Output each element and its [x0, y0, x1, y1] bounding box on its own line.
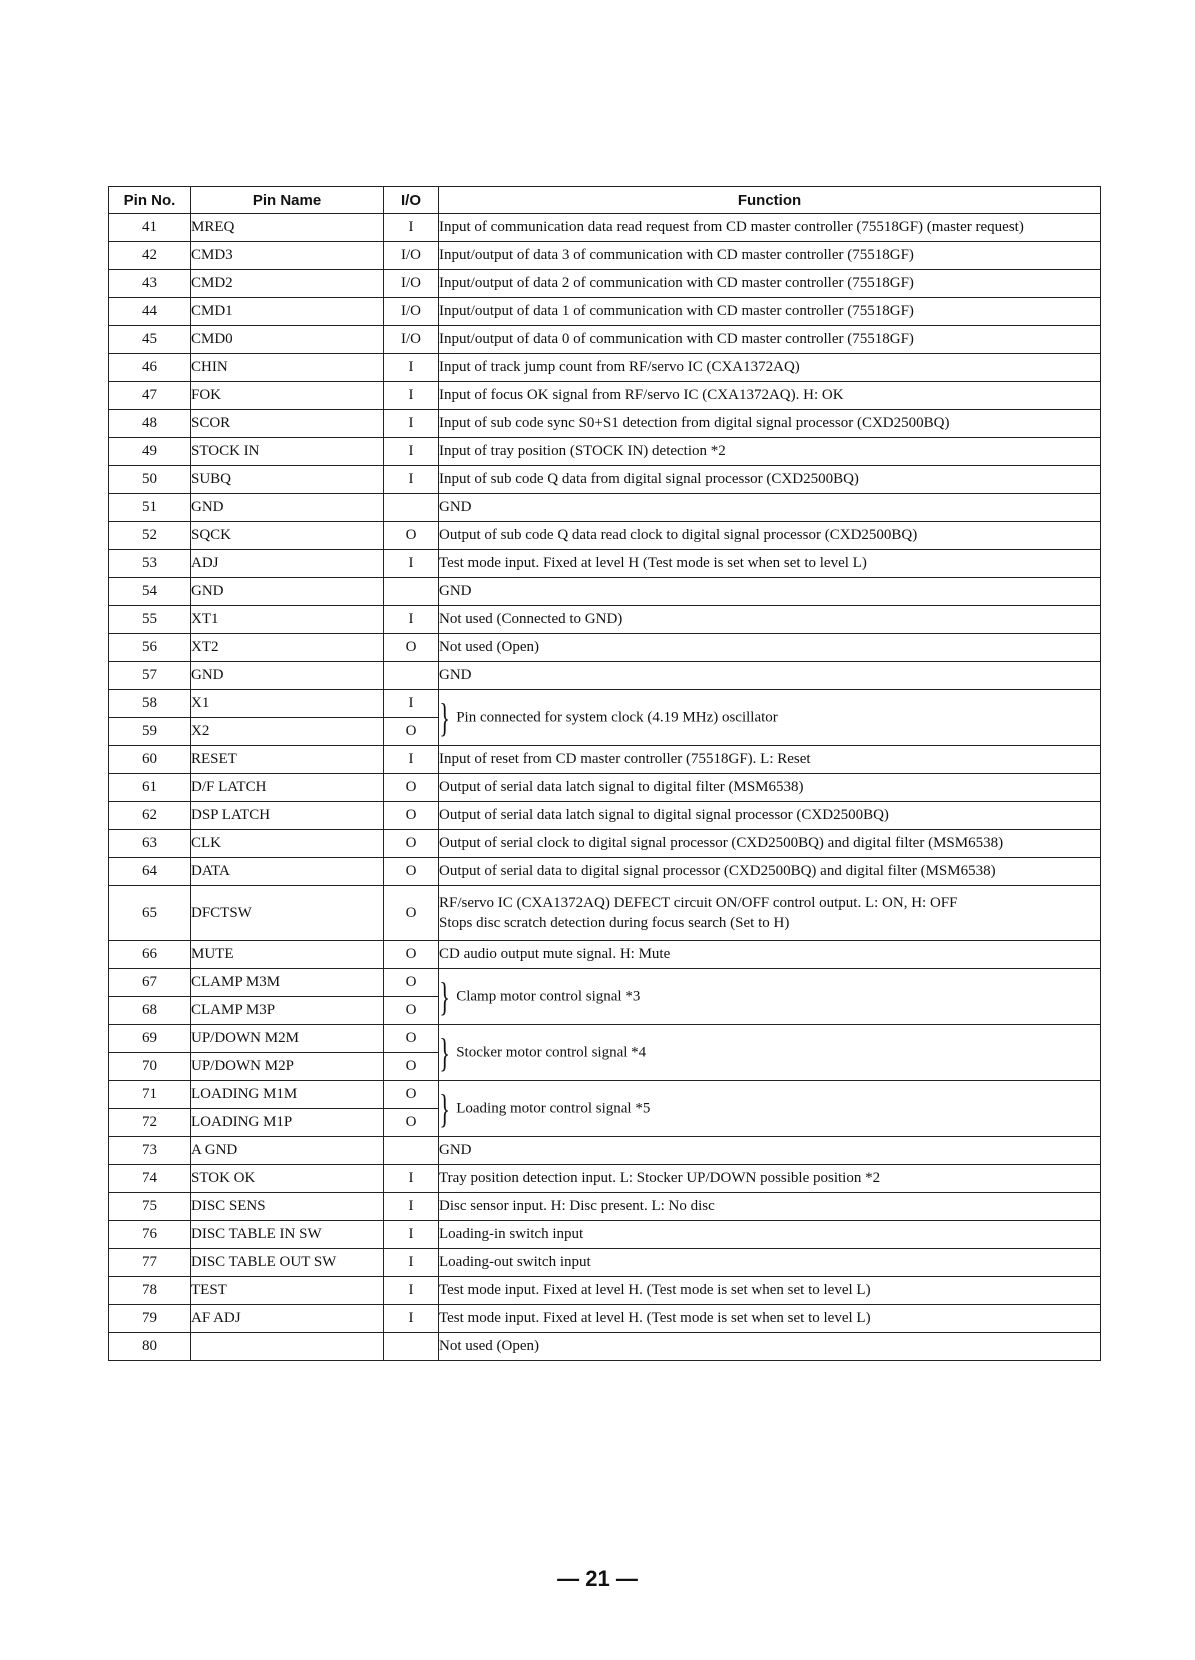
table-row	[109, 214, 1101, 242]
pin-no: 78	[109, 1277, 191, 1305]
loading-group-function	[439, 1081, 1101, 1137]
pin-function: Loading-out switch input	[439, 1249, 1101, 1277]
pin-io: I	[384, 466, 439, 494]
pin-io: I	[384, 746, 439, 774]
pin-no: 64	[109, 858, 191, 886]
pin-io: O	[384, 858, 439, 886]
pin-no: 67	[109, 969, 191, 997]
pin-name: LOADING M1P	[191, 1109, 384, 1137]
table-header-row	[109, 187, 1101, 214]
pin-function: Loading-in switch input	[439, 1221, 1101, 1249]
pin-name: X1	[191, 690, 384, 718]
pin-name: SQCK	[191, 522, 384, 550]
table-row	[109, 774, 1101, 802]
pin-io: I	[384, 1249, 439, 1277]
header-pin-no: Pin No.	[109, 187, 191, 214]
pin-function: Output of sub code Q data read clock to digital signal processor (CXD2500BQ)	[439, 522, 1101, 550]
table-row	[109, 578, 1101, 606]
pin-name: CLK	[191, 830, 384, 858]
pin-no: 45	[109, 326, 191, 354]
pin-function: Input of track jump count from RF/servo IC (CXA1372AQ)	[439, 354, 1101, 382]
pin-function: Test mode input. Fixed at level H (Test mode is set when set to level L)	[439, 550, 1101, 578]
pin-no: 68	[109, 997, 191, 1025]
pin-io: O	[384, 634, 439, 662]
pin-no: 74	[109, 1165, 191, 1193]
pin-function: Output of serial clock to digital signal processor (CXD2500BQ) and digital filter (MSM6538)	[439, 830, 1101, 858]
pin-function: GND	[439, 662, 1101, 690]
pin-function: Input/output of data 3 of communication with CD master controller (75518GF)	[439, 242, 1101, 270]
pin-no: 71	[109, 1081, 191, 1109]
pin-io: O	[384, 522, 439, 550]
pin-function: Input/output of data 1 of communication with CD master controller (75518GF)	[439, 298, 1101, 326]
pin-function: Output of serial data latch signal to digital signal processor (CXD2500BQ)	[439, 802, 1101, 830]
table-row	[109, 802, 1101, 830]
pin-io: I	[384, 214, 439, 242]
pin-no: 43	[109, 270, 191, 298]
pin-name: STOCK IN	[191, 438, 384, 466]
pin-no: 57	[109, 662, 191, 690]
table-row	[109, 1333, 1101, 1361]
pin-io: O	[384, 1053, 439, 1081]
pin-name: LOADING M1M	[191, 1081, 384, 1109]
pin-name: STOK OK	[191, 1165, 384, 1193]
pin-io	[384, 578, 439, 606]
page-number: — 21 —	[557, 1566, 638, 1591]
table-row	[109, 1165, 1101, 1193]
pin-function: Input of reset from CD master controller (75518GF). L: Reset	[439, 746, 1101, 774]
pin-no: 61	[109, 774, 191, 802]
right-brace-icon: }	[439, 694, 450, 740]
pin-io: O	[384, 969, 439, 997]
clamp-group-function	[439, 969, 1101, 1025]
pin-io: I	[384, 438, 439, 466]
pin-function: Tray position detection input. L: Stocker UP/DOWN possible position *2	[439, 1165, 1101, 1193]
pin-no: 44	[109, 298, 191, 326]
pin-name: UP/DOWN M2M	[191, 1025, 384, 1053]
pin-io	[384, 1333, 439, 1361]
table-row	[109, 830, 1101, 858]
table-row	[109, 466, 1101, 494]
table-row	[109, 662, 1101, 690]
pin-io: I	[384, 550, 439, 578]
pin-io: O	[384, 830, 439, 858]
pin-no: 50	[109, 466, 191, 494]
pin-no: 69	[109, 1025, 191, 1053]
pin-no: 52	[109, 522, 191, 550]
pin-name: ADJ	[191, 550, 384, 578]
pin-name: TEST	[191, 1277, 384, 1305]
pin-function: Disc sensor input. H: Disc present. L: No disc	[439, 1193, 1101, 1221]
pin-function: Output of serial data to digital signal processor (CXD2500BQ) and digital filter (MSM6538)	[439, 858, 1101, 886]
pin-io: I	[384, 690, 439, 718]
pin-name: CHIN	[191, 354, 384, 382]
table-row	[109, 1081, 1101, 1109]
pin-io: O	[384, 802, 439, 830]
table-row	[109, 606, 1101, 634]
pin-io: I	[384, 606, 439, 634]
pin-function: Not used (Open)	[439, 1333, 1101, 1361]
pin-name: GND	[191, 494, 384, 522]
pin-io: I	[384, 382, 439, 410]
group-function-text: Clamp motor control signal *3	[456, 988, 641, 1004]
pin-io: O	[384, 1025, 439, 1053]
pin-name: DATA	[191, 858, 384, 886]
pin-function: GND	[439, 578, 1101, 606]
pin-no: 70	[109, 1053, 191, 1081]
pin-io: I	[384, 1305, 439, 1333]
table-row	[109, 270, 1101, 298]
pin-name: DISC TABLE OUT SW	[191, 1249, 384, 1277]
pin-name: DISC TABLE IN SW	[191, 1221, 384, 1249]
right-brace-icon: }	[439, 1029, 450, 1075]
pin-no: 55	[109, 606, 191, 634]
pin-no: 79	[109, 1305, 191, 1333]
group-function-text: Pin connected for system clock (4.19 MHz) oscillator	[456, 709, 778, 725]
table-row	[109, 522, 1101, 550]
table-row	[109, 634, 1101, 662]
pin-no: 54	[109, 578, 191, 606]
pin-io: I/O	[384, 270, 439, 298]
pin-io: I	[384, 354, 439, 382]
table-row	[109, 746, 1101, 774]
table-row	[109, 941, 1101, 969]
pin-name: MREQ	[191, 214, 384, 242]
pin-function: GND	[439, 1137, 1101, 1165]
pin-function: Input of tray position (STOCK IN) detection *2	[439, 438, 1101, 466]
table-row	[109, 1305, 1101, 1333]
pin-function: Input/output of data 2 of communication with CD master controller (75518GF)	[439, 270, 1101, 298]
pin-no: 56	[109, 634, 191, 662]
table-row	[109, 1193, 1101, 1221]
pin-function: Test mode input. Fixed at level H. (Test mode is set when set to level L)	[439, 1305, 1101, 1333]
pin-no: 51	[109, 494, 191, 522]
table-row	[109, 886, 1101, 941]
pin-no: 72	[109, 1109, 191, 1137]
group-function-text: Stocker motor control signal *4	[456, 1044, 647, 1060]
pin-name: DISC SENS	[191, 1193, 384, 1221]
pin-name: DSP LATCH	[191, 802, 384, 830]
pin-name: CLAMP M3M	[191, 969, 384, 997]
pin-no: 58	[109, 690, 191, 718]
pin-name: MUTE	[191, 941, 384, 969]
pin-name: A GND	[191, 1137, 384, 1165]
pin-io: O	[384, 718, 439, 746]
pin-no: 65	[109, 886, 191, 941]
pin-io: I	[384, 1221, 439, 1249]
pin-no: 59	[109, 718, 191, 746]
pin-io: I	[384, 1165, 439, 1193]
header-function: Function	[439, 187, 1101, 214]
pin-name: FOK	[191, 382, 384, 410]
pin-no: 42	[109, 242, 191, 270]
pin-name: DFCTSW	[191, 886, 384, 941]
pin-function: Input of communication data read request from CD master controller (75518GF) (master request)	[439, 214, 1101, 242]
pin-name	[191, 1333, 384, 1361]
pin-no: 62	[109, 802, 191, 830]
pin-no: 75	[109, 1193, 191, 1221]
pin-name: UP/DOWN M2P	[191, 1053, 384, 1081]
pin-name: D/F LATCH	[191, 774, 384, 802]
pin-name: X2	[191, 718, 384, 746]
pin-io: I	[384, 1193, 439, 1221]
table-row	[109, 242, 1101, 270]
pin-io: I/O	[384, 298, 439, 326]
pin-name: CLAMP M3P	[191, 997, 384, 1025]
pin-function: Not used (Open)	[439, 634, 1101, 662]
pin-io: O	[384, 997, 439, 1025]
pin-io: I	[384, 1277, 439, 1305]
pin-name: CMD0	[191, 326, 384, 354]
pin-io: O	[384, 774, 439, 802]
pin-function: Input of focus OK signal from RF/servo IC (CXA1372AQ). H: OK	[439, 382, 1101, 410]
header-io: I/O	[384, 187, 439, 214]
table-row	[109, 382, 1101, 410]
pin-name: XT1	[191, 606, 384, 634]
group-function-text: Loading motor control signal *5	[456, 1100, 651, 1116]
pin-function: Input of sub code Q data from digital signal processor (CXD2500BQ)	[439, 466, 1101, 494]
pin-function-table	[108, 186, 1101, 1361]
pin-no: 76	[109, 1221, 191, 1249]
pin-io: O	[384, 941, 439, 969]
pin-no: 53	[109, 550, 191, 578]
header-pin-name: Pin Name	[191, 187, 384, 214]
pin-io: I/O	[384, 242, 439, 270]
table-row	[109, 494, 1101, 522]
pin-name: RESET	[191, 746, 384, 774]
pin-no: 77	[109, 1249, 191, 1277]
pin-no: 47	[109, 382, 191, 410]
table-row	[109, 1221, 1101, 1249]
table-row	[109, 1249, 1101, 1277]
pin-name: AF ADJ	[191, 1305, 384, 1333]
table-row	[109, 326, 1101, 354]
table-row	[109, 969, 1101, 997]
pin-function: Output of serial data latch signal to digital filter (MSM6538)	[439, 774, 1101, 802]
stocker-group-function	[439, 1025, 1101, 1081]
pin-name: SCOR	[191, 410, 384, 438]
table-row	[109, 858, 1101, 886]
pin-name: GND	[191, 662, 384, 690]
right-brace-icon: }	[439, 1085, 450, 1131]
pin-no: 46	[109, 354, 191, 382]
table-row	[109, 690, 1101, 718]
pin-no: 49	[109, 438, 191, 466]
pin-function: Test mode input. Fixed at level H. (Test mode is set when set to level L)	[439, 1277, 1101, 1305]
pin-name: CMD1	[191, 298, 384, 326]
pin-no: 60	[109, 746, 191, 774]
pin-name: XT2	[191, 634, 384, 662]
pin-no: 48	[109, 410, 191, 438]
table-row	[109, 1025, 1101, 1053]
pin-no: 73	[109, 1137, 191, 1165]
pin-function-line-2: Stops disc scratch detection during focus search (Set to H)	[439, 915, 790, 931]
oscillator-group-function	[439, 690, 1101, 746]
table-row	[109, 550, 1101, 578]
pin-name: SUBQ	[191, 466, 384, 494]
pin-io: O	[384, 1081, 439, 1109]
table-row	[109, 1277, 1101, 1305]
pin-function: CD audio output mute signal. H: Mute	[439, 941, 1101, 969]
pin-function	[439, 886, 1101, 941]
pin-io	[384, 662, 439, 690]
pin-no: 80	[109, 1333, 191, 1361]
table-row	[109, 354, 1101, 382]
pin-io: O	[384, 886, 439, 941]
pin-function: Input/output of data 0 of communication with CD master controller (75518GF)	[439, 326, 1101, 354]
table-row	[109, 298, 1101, 326]
pin-io: I	[384, 410, 439, 438]
right-brace-icon: }	[439, 973, 450, 1019]
pin-io: O	[384, 1109, 439, 1137]
pin-io	[384, 1137, 439, 1165]
pin-io: I/O	[384, 326, 439, 354]
pin-name: CMD2	[191, 270, 384, 298]
pin-function: GND	[439, 494, 1101, 522]
pin-io	[384, 494, 439, 522]
table-row	[109, 1137, 1101, 1165]
table-row	[109, 410, 1101, 438]
pin-name: CMD3	[191, 242, 384, 270]
pin-function-line-1: RF/servo IC (CXA1372AQ) DEFECT circuit ON/OFF control output. L: ON, H: OFF	[439, 895, 958, 911]
pin-name: GND	[191, 578, 384, 606]
pin-no: 66	[109, 941, 191, 969]
pin-no: 41	[109, 214, 191, 242]
table-row	[109, 438, 1101, 466]
pin-no: 63	[109, 830, 191, 858]
pin-function: Not used (Connected to GND)	[439, 606, 1101, 634]
pin-function: Input of sub code sync S0+S1 detection from digital signal processor (CXD2500BQ)	[439, 410, 1101, 438]
